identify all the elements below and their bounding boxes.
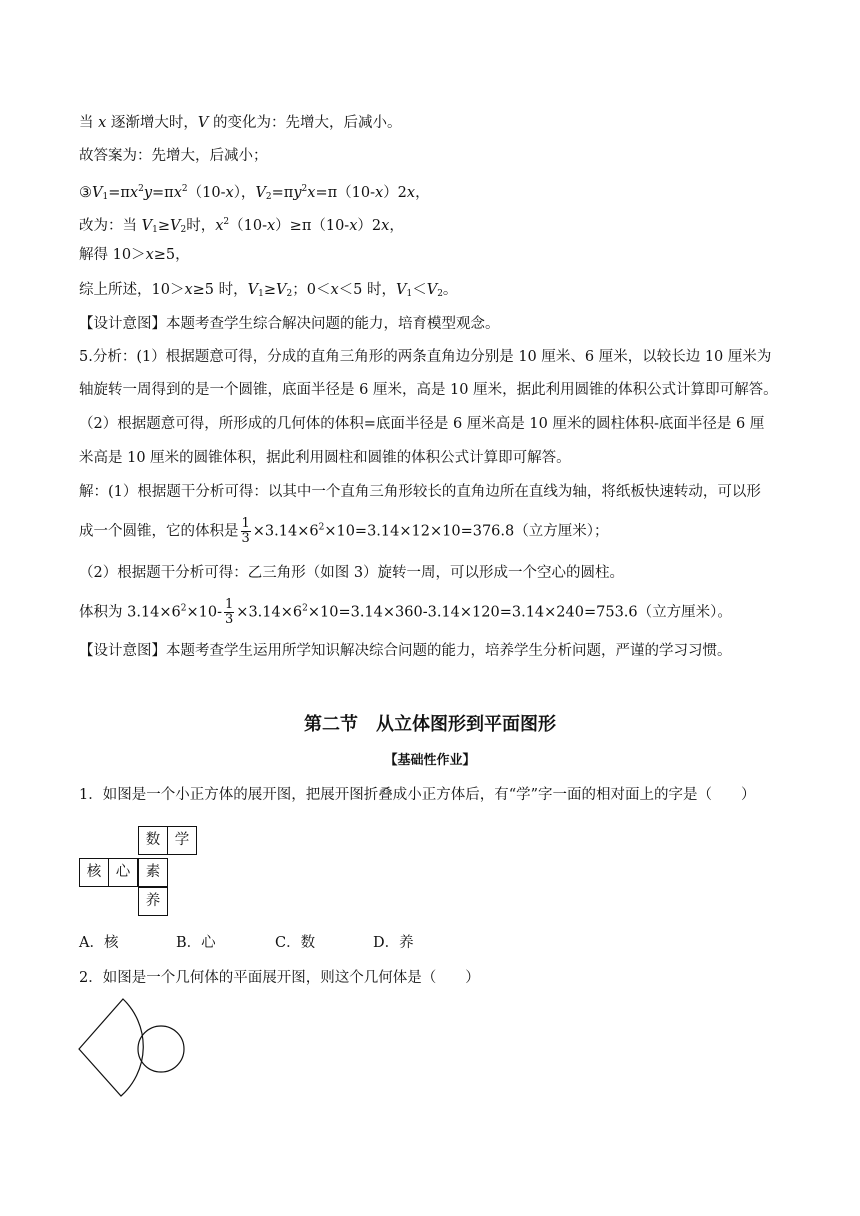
var-x: x <box>307 185 316 201</box>
var-x: x <box>225 185 234 201</box>
fraction <box>241 517 251 546</box>
text-line: 解：(1）根据题干分析可得：以其中一个直角三角形较长的直角边所在直线为轴，将纸板快速转动，可以形 <box>79 484 761 500</box>
var-x: x <box>215 218 224 234</box>
text: ＜ <box>412 282 427 298</box>
formula-line <box>79 179 800 207</box>
text: 综上所述，10＞ <box>79 282 185 298</box>
net-cell: 心 <box>108 858 138 887</box>
subscript: 2 <box>437 289 443 299</box>
var-x: x <box>129 185 139 201</box>
var-v: V <box>276 282 287 298</box>
var-v: V <box>141 218 153 234</box>
var-y: y <box>143 185 153 201</box>
text: 。 <box>442 282 458 298</box>
text: ）2 <box>383 185 407 201</box>
var-x: x <box>266 218 276 234</box>
option-b: B．心 <box>176 935 216 951</box>
superscript: 2 <box>223 217 230 227</box>
text: =π <box>271 185 294 201</box>
text: 时， <box>186 218 216 234</box>
text: ≥5 时， <box>192 282 248 298</box>
cone-net-figure <box>74 995 204 1105</box>
net-cell: 核 <box>79 858 109 887</box>
text-line <box>79 113 800 133</box>
text-line <box>79 245 800 265</box>
fraction <box>224 598 234 627</box>
text: ×3.14×6 <box>252 523 319 540</box>
text: 成一个圆锥，它的体积是 <box>79 523 239 540</box>
text: ）， <box>233 185 256 201</box>
sector-shape <box>79 999 143 1096</box>
subscript: 1 <box>152 225 158 235</box>
text: ＜5 时， <box>338 282 396 298</box>
superscript: 2 <box>318 522 325 533</box>
numerator: 1 <box>241 516 250 531</box>
superscript: 2 <box>180 603 187 614</box>
subscript: 1 <box>406 289 413 299</box>
text: ×10=3.14×360-3.14×120=3.14×240=753.6（立方厘米）。 <box>307 604 732 621</box>
var-x: x <box>406 185 416 201</box>
text: =π（10- <box>315 185 375 201</box>
text: ， <box>415 185 430 201</box>
text: =π <box>152 185 174 201</box>
formula-line <box>79 212 800 240</box>
text: （10- <box>229 218 267 234</box>
superscript: 2 <box>302 603 308 614</box>
var-v: V <box>255 185 266 201</box>
text-line: （2）根据题干分析可得：乙三角形（如图 3）旋转一周，可以形成一个空心的圆柱。 <box>79 565 625 581</box>
var-x: x <box>184 282 193 298</box>
superscript: 2 <box>301 184 308 194</box>
var-v: V <box>247 282 259 298</box>
subscript: 2 <box>265 192 272 202</box>
var-v: V <box>197 115 209 131</box>
text: ≥ <box>157 218 170 234</box>
text-line <box>79 280 800 304</box>
option-a: A．核 <box>79 935 119 951</box>
design-intent: 【设计意图】本题考查学生运用所学知识解决综合问题的能力，培养学生分析问题，严谨的学习习惯。 <box>79 643 732 659</box>
subscript: 2 <box>286 289 293 299</box>
text: 体积为 3.14×6 <box>79 604 181 621</box>
text-line: （2）根据题意可得，所形成的几何体的体积=底面半径是 6 厘米高是 10 厘米的圆柱体积-底面半径是 6 厘 <box>79 416 765 432</box>
text-line: 故答案为：先增大，后减小； <box>79 148 268 164</box>
text: 逐渐增大时， <box>106 115 198 131</box>
denominator: 3 <box>241 531 250 546</box>
section-title: 第二节 从立体图形到平面图形 <box>304 714 556 735</box>
formula-line <box>79 598 800 627</box>
text: ×3.14×6 <box>236 604 303 621</box>
subscript: 2 <box>180 225 187 235</box>
var-v: V <box>426 282 438 298</box>
net-cell: 养 <box>138 887 168 916</box>
denominator: 3 <box>225 612 234 627</box>
var-x: x <box>145 247 154 263</box>
var-x: x <box>98 115 107 131</box>
text: ）≥π（10- <box>275 218 350 234</box>
text: ≥5， <box>153 247 190 263</box>
net-cell: 数 <box>138 826 168 855</box>
superscript: 2 <box>138 184 144 194</box>
text: =π <box>108 185 130 201</box>
text-line: 轴旋转一周得到的是一个圆锥，底面半径是 6 厘米，高是 10 厘米，据此利用圆锥的体积公式计算即可解答。 <box>79 382 778 398</box>
question-2: 2．如图是一个几何体的平面展开图，则这个几何体是（ ） <box>79 970 480 986</box>
text: ）2 <box>357 218 382 234</box>
var-y: y <box>293 185 302 201</box>
numerator: 1 <box>225 597 234 612</box>
text: 的变化为：先增大，后减小。 <box>208 115 402 131</box>
circled-3: ③ <box>79 185 92 201</box>
var-x: x <box>173 185 182 201</box>
question-1: 1．如图是一个小正方体的展开图，把展开图折叠成小正方体后，有“学”字一面的相对面上的字是（ ） <box>79 787 756 803</box>
text: ×10=3.14×12×10=376.8（立方厘米）； <box>324 523 609 540</box>
text: ， <box>389 218 404 234</box>
subsection-title: 【基础性作业】 <box>384 753 476 768</box>
option-d: D．养 <box>373 935 414 951</box>
subscript: 1 <box>102 192 109 202</box>
text-line: 米高是 10 厘米的圆锥体积，据此利用圆柱和圆锥的体积公式计算即可解答。 <box>79 450 571 466</box>
design-intent: 【设计意图】本题考查学生综合解决问题的能力，培育模型观念。 <box>79 316 500 332</box>
var-x: x <box>381 218 390 234</box>
text-line: 5.分析：(1）根据题意可得，分成的直角三角形的两条直角边分别是 10 厘米、6 厘米，以较长边 10 厘米为 <box>79 349 772 365</box>
circle-shape <box>138 1026 184 1072</box>
formula-line <box>79 517 800 546</box>
var-v: V <box>92 185 103 201</box>
text: ≥ <box>263 282 276 298</box>
var-v: V <box>395 282 407 298</box>
text: ；0＜ <box>292 282 331 298</box>
subscript: 1 <box>258 289 264 299</box>
var-x: x <box>375 185 384 201</box>
superscript: 2 <box>181 184 188 194</box>
net-cell: 学 <box>167 826 197 855</box>
var-x: x <box>330 282 339 298</box>
text: 当 <box>79 115 99 131</box>
option-c: C．数 <box>275 935 316 951</box>
text: 改为：当 <box>79 218 142 234</box>
text: （10- <box>187 185 226 201</box>
net-cell: 素 <box>138 858 168 887</box>
var-v: V <box>169 218 181 234</box>
text: ×10- <box>186 604 223 621</box>
text: 解得 10＞ <box>79 247 146 263</box>
var-x: x <box>349 218 358 234</box>
